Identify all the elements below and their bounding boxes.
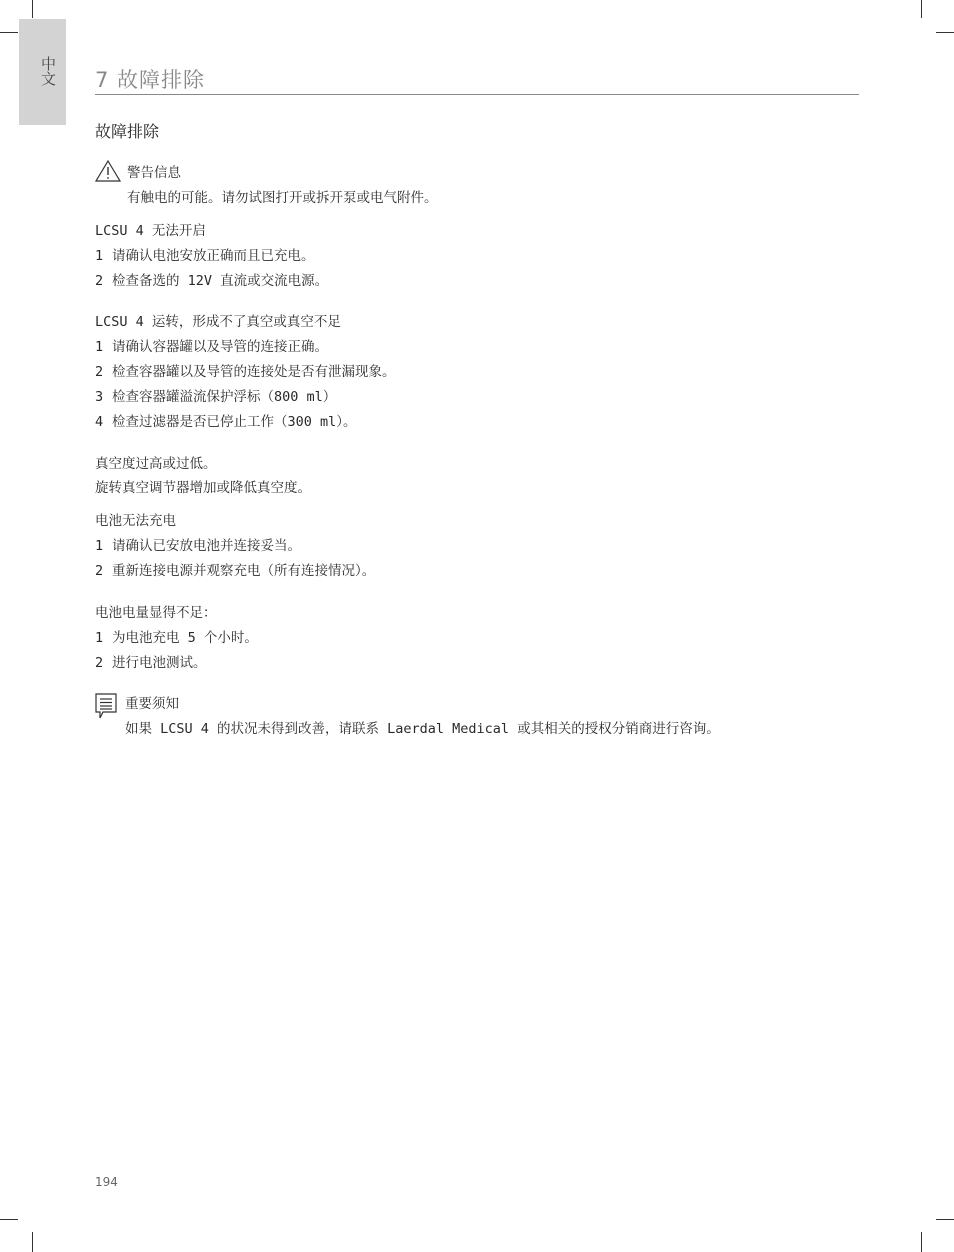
step-number: 2	[95, 364, 104, 380]
chapter-title: 7 故障排除	[95, 68, 206, 92]
step-number: 2	[95, 273, 104, 289]
issue-heading: 真空度过高或过低。	[95, 456, 217, 472]
issue-heading: LCSU 4 无法开启	[95, 223, 206, 239]
chapter-divider	[95, 94, 859, 95]
crop-mark	[32, 0, 33, 18]
issue-text: 旋转真空调节器增加或降低真空度。	[95, 480, 311, 496]
step-number: 2	[95, 655, 104, 671]
list-item	[95, 537, 301, 555]
note-icon	[95, 693, 117, 719]
section-title: 故障排除	[95, 122, 160, 141]
step-text: 进行电池测试。	[112, 655, 207, 671]
step-text: 重新连接电源并观察充电（所有连接情况）。	[112, 563, 376, 579]
list-item	[95, 338, 328, 356]
step-text: 检查备选的 12V 直流或交流电源。	[112, 273, 329, 289]
warning-icon	[95, 160, 121, 182]
list-item	[95, 562, 375, 580]
note-title: 重要须知	[125, 696, 179, 712]
list-item	[95, 388, 336, 406]
crop-mark	[921, 0, 922, 18]
issue-heading: 电池无法充电	[95, 513, 176, 529]
list-item	[95, 247, 315, 265]
language-tab-label: 中文	[39, 56, 57, 86]
issue-heading: 电池电量显得不足：	[95, 605, 217, 621]
step-text: 检查容器罐溢流保护浮标（800 ml）	[112, 389, 337, 405]
warning-title: 警告信息	[127, 165, 181, 181]
step-text: 检查容器罐以及导管的连接处是否有泄漏现象。	[112, 364, 396, 380]
crop-mark	[0, 1219, 18, 1220]
step-number: 1	[95, 630, 104, 646]
step-number: 2	[95, 563, 104, 579]
step-text: 检查过滤器是否已停止工作（300 ml）。	[112, 414, 357, 430]
step-number: 1	[95, 538, 104, 554]
step-number: 1	[95, 248, 104, 264]
warning-text: 有触电的可能。请勿试图打开或拆开泵或电气附件。	[127, 190, 438, 206]
note-text: 如果 LCSU 4 的状况未得到改善，请联系 Laerdal Medical 或其相关的授权分销商进行咨询。	[125, 721, 720, 737]
issue-heading: LCSU 4 运转，形成不了真空或真空不足	[95, 314, 341, 330]
step-number: 3	[95, 389, 104, 405]
list-item	[95, 629, 258, 647]
page-number: 194	[95, 1175, 118, 1189]
step-text: 请确认已安放电池并连接妥当。	[112, 538, 301, 554]
step-text: 请确认容器罐以及导管的连接正确。	[112, 339, 328, 355]
step-text: 请确认电池安放正确而且已充电。	[112, 248, 315, 264]
list-item	[95, 654, 207, 672]
step-text: 为电池充电 5 个小时。	[112, 630, 258, 646]
crop-mark	[936, 1219, 954, 1220]
step-number: 4	[95, 414, 104, 430]
crop-mark	[936, 32, 954, 33]
list-item	[95, 363, 396, 381]
crop-mark	[0, 32, 18, 33]
crop-mark	[921, 1232, 922, 1252]
step-number: 1	[95, 339, 104, 355]
list-item	[95, 413, 357, 431]
crop-mark	[32, 1232, 33, 1252]
list-item	[95, 272, 328, 290]
